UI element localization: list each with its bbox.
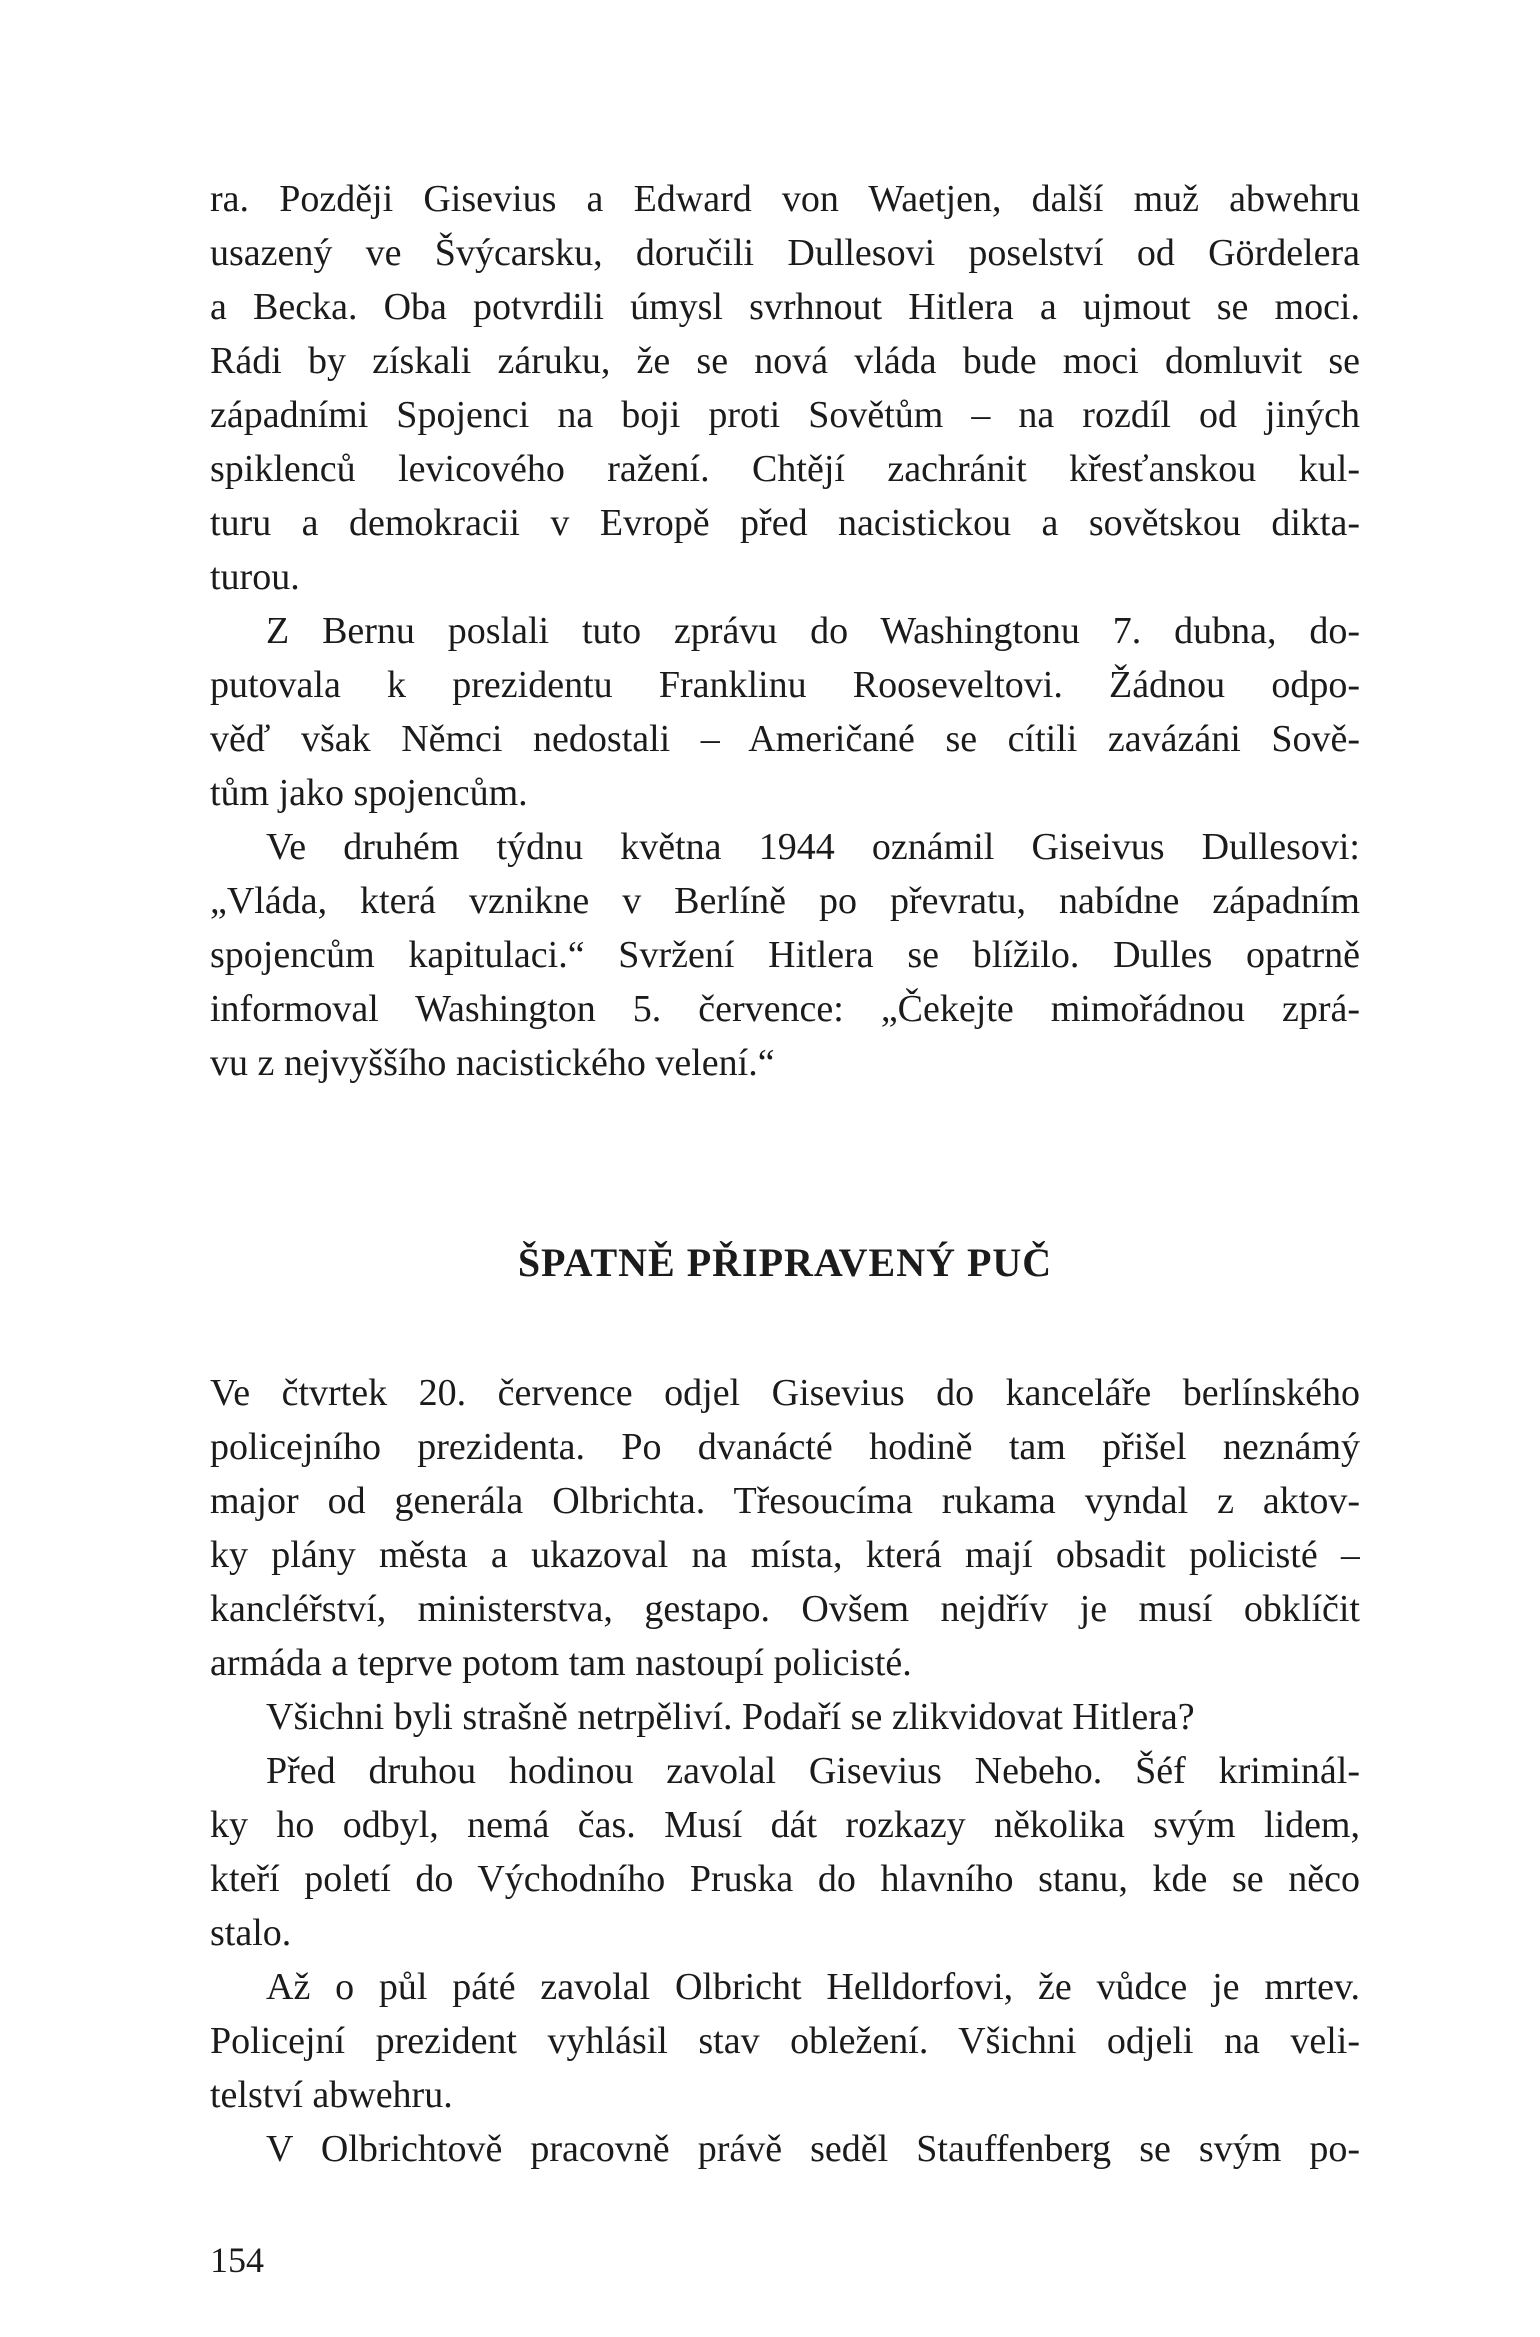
paragraph <box>210 820 1360 1090</box>
section-heading: ŠPATNĚ PŘIPRAVENÝ PUČ <box>517 1240 1053 1285</box>
text-line: stalo. <box>210 1912 292 1954</box>
text-line: policejního prezidenta. Po dvanácté hodině tam přišel neznámý <box>210 1426 1360 1468</box>
text-line: Rádi by získali záruku, že se nová vláda bude moci domluvit se <box>210 340 1360 382</box>
text-block <box>210 172 1360 2176</box>
text-line: tům jako spojencům. <box>210 772 528 814</box>
text-line: Všichni byli strašně netrpěliví. Podaří se zlikvidovat Hitlera? <box>266 1696 1195 1738</box>
text-line: major od generála Olbrichta. Třesoucíma rukama vyndal z aktov- <box>210 1480 1360 1522</box>
text-line: turou. <box>210 556 300 598</box>
text-line: kancléřství, ministerstva, gestapo. Ovšem nejdřív je musí obklíčit <box>210 1588 1360 1630</box>
text-line: Až o půl páté zavolal Olbricht Helldorfovi, že vůdce je mrtev. <box>266 1966 1360 2008</box>
text-line: Ve druhém týdnu května 1944 oznámil Giseivus Dullesovi: <box>266 826 1360 868</box>
text-line: a Becka. Oba potvrdili úmysl svrhnout Hitlera a ujmout se moci. <box>210 286 1360 328</box>
text-line: ky ho odbyl, nemá čas. Musí dát rozkazy několika svým lidem, <box>210 1804 1360 1846</box>
paragraph <box>210 172 1360 604</box>
paragraph <box>210 1690 1360 1744</box>
paragraph <box>210 1366 1360 1690</box>
text-line: putovala k prezidentu Franklinu Rooseveltovi. Žádnou odpo- <box>210 664 1360 706</box>
text-line: západními Spojenci na boji proti Sovětům – na rozdíl od jiných <box>210 394 1360 436</box>
text-line: „Vláda, která vznikne v Berlíně po převratu, nabídne západním <box>210 880 1360 922</box>
text-line: Ve čtvrtek 20. července odjel Gisevius do kanceláře berlínského <box>210 1372 1360 1414</box>
paragraphs-before-heading <box>210 172 1360 1090</box>
text-line: telství abwehru. <box>210 2074 453 2116</box>
paragraph <box>210 1960 1360 2122</box>
text-line: ra. Později Gisevius a Edward von Waetjen, další muž abwehru <box>210 178 1360 220</box>
text-line: kteří poletí do Východního Pruska do hlavního stanu, kde se něco <box>210 1858 1360 1900</box>
text-line: armáda a teprve potom tam nastoupí policisté. <box>210 1642 912 1684</box>
text-line: usazený ve Švýcarsku, doručili Dullesovi poselství od Gördelera <box>210 232 1360 274</box>
paragraph <box>210 2122 1360 2176</box>
text-line: spiklenců levicového ražení. Chtějí zachránit křesťanskou kul- <box>210 448 1360 490</box>
text-line: turu a demokracii v Evropě před nacistickou a sovětskou dikta- <box>210 502 1360 544</box>
text-line: Před druhou hodinou zavolal Gisevius Nebeho. Šéf kriminál- <box>266 1750 1360 1792</box>
text-line: ky plány města a ukazoval na místa, která mají obsadit policisté – <box>210 1534 1360 1576</box>
text-line: spojencům kapitulaci.“ Svržení Hitlera se blížilo. Dulles opatrně <box>210 934 1360 976</box>
text-line: vu z nejvyššího nacistického velení.“ <box>210 1042 775 1084</box>
paragraph <box>210 1744 1360 1960</box>
text-line: V Olbrichtově pracovně právě seděl Stauffenberg se svým po- <box>266 2128 1360 2170</box>
text-line: věď však Němci nedostali – Američané se cítili zavázáni Sově- <box>210 718 1360 760</box>
page-number: 154 <box>210 2240 264 2280</box>
paragraphs-after-heading <box>210 1366 1360 2176</box>
text-line: informoval Washington 5. července: „Čekejte mimořádnou zprá- <box>210 988 1360 1030</box>
text-line: Policejní prezident vyhlásil stav obležení. Všichni odjeli na veli- <box>210 2020 1360 2062</box>
text-line: Z Bernu poslali tuto zprávu do Washingtonu 7. dubna, do- <box>266 610 1360 652</box>
paragraph <box>210 604 1360 820</box>
